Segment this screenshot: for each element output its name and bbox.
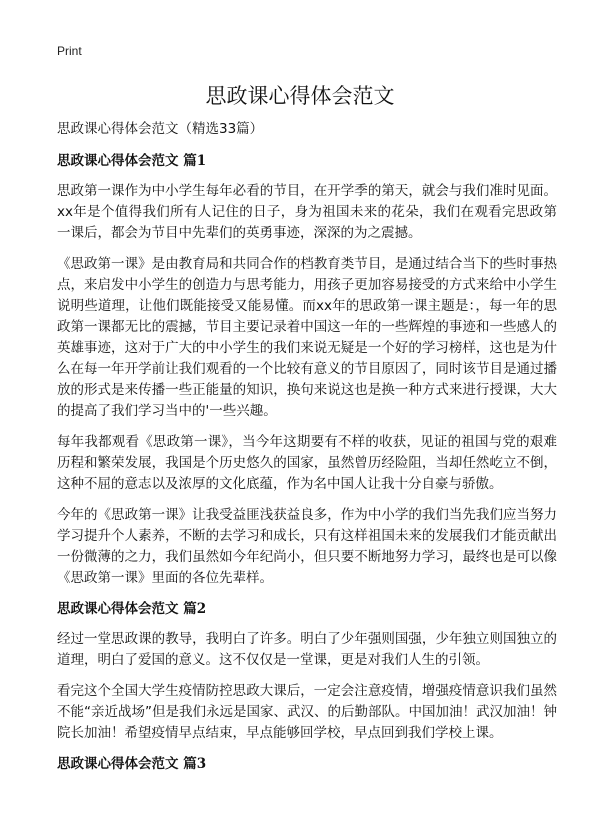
page-title: 思政课心得体会范文 <box>205 84 395 108</box>
paragraph: 今年的《思政第一课》让我受益匪浅获益良多，作为中小学的我们当先我们应当努力学习提升个人素养，不断的去学习和成长，只有这样祖国未来的发展我们才能贡献出一份微薄的之力，我们虽然如今年纪尚小，但只要不断地努力学习，最终也是可以像《思政第一课》里面的各位先辈样。 <box>57 507 557 586</box>
paragraph: 经过一堂思政课的教导，我明白了许多。明白了少年强则国强，少年独立则国独立的道理，明白了爱国的意义。这不仅仅是一堂课，更是对我们人生的引领。 <box>57 631 557 668</box>
print-label[interactable]: Print <box>57 44 82 58</box>
section-1 <box>57 151 557 589</box>
document-content <box>57 119 557 784</box>
section-heading: 思政课心得体会范文 篇1 <box>57 153 207 169</box>
section-2 <box>57 599 557 744</box>
paragraph: 每年我都观看《思政第一课》，当今年这期要有不样的收获，见证的祖国与党的艰难历程和繁荣发展，我国是个历史悠久的国家，虽然曾历经险阻，当却任然屹立不倒，这种不屈的意志以及浓厚的文化底蕴，作为名中国人让我十分自豪与骄傲。 <box>57 434 557 492</box>
section-heading: 思政课心得体会范文 篇2 <box>57 601 207 617</box>
section-heading: 思政课心得体会范文 篇3 <box>57 756 207 772</box>
paragraph: 看完这个全国大学生疫情防控思政大课后，一定会注意疫情，增强疫情意识我们虽然不能“亲近战场”但是我们永远是国家、武汉、的后勤部队。中国加油！武汉加油！钟院长加油！希望疫情早点结束，早点能够回学校，早点回到我们学校上课。 <box>57 683 557 741</box>
section-3 <box>57 754 557 774</box>
paragraph: 《思政第一课》是由教育局和共同合作的档教育类节目，是通过结合当下的些时事热点，来启发中小学生的创造力与思考能力，用孩子更加容易接受的方式来给中小学生说明些道理，让他们既能接受又能易懂。而xx年的思政第一课主题是：，每一年的思政第一课都无比的震撼，节目主要记录着中国这一年的一些辉煌的事迹和一些感人的英雄事迹，这对于广大的中小学生的我们来说无疑是一个好的学习榜样，这也是为什么在每一年开学前让我们观看的一个比较有意义的节目原因了，同时该节目是通过播放的形式是来传播一些正能量的知识，换句来说这也是换一种方式来进行授课，大大的提高了我们学习当中的'一些兴趣。 <box>57 256 557 419</box>
document-subtitle: 思政课心得体会范文（精选33篇） <box>57 121 264 137</box>
paragraph: 思政第一课作为中小学生每年必看的节目，在开学季的第天，就会与我们准时见面。xx年是个值得我们所有人记住的日子，身为祖国未来的花朵，我们在观看完思政第一课后，都会为节目中先辈们的英勇事迹，深深的为之震撼。 <box>57 183 557 241</box>
